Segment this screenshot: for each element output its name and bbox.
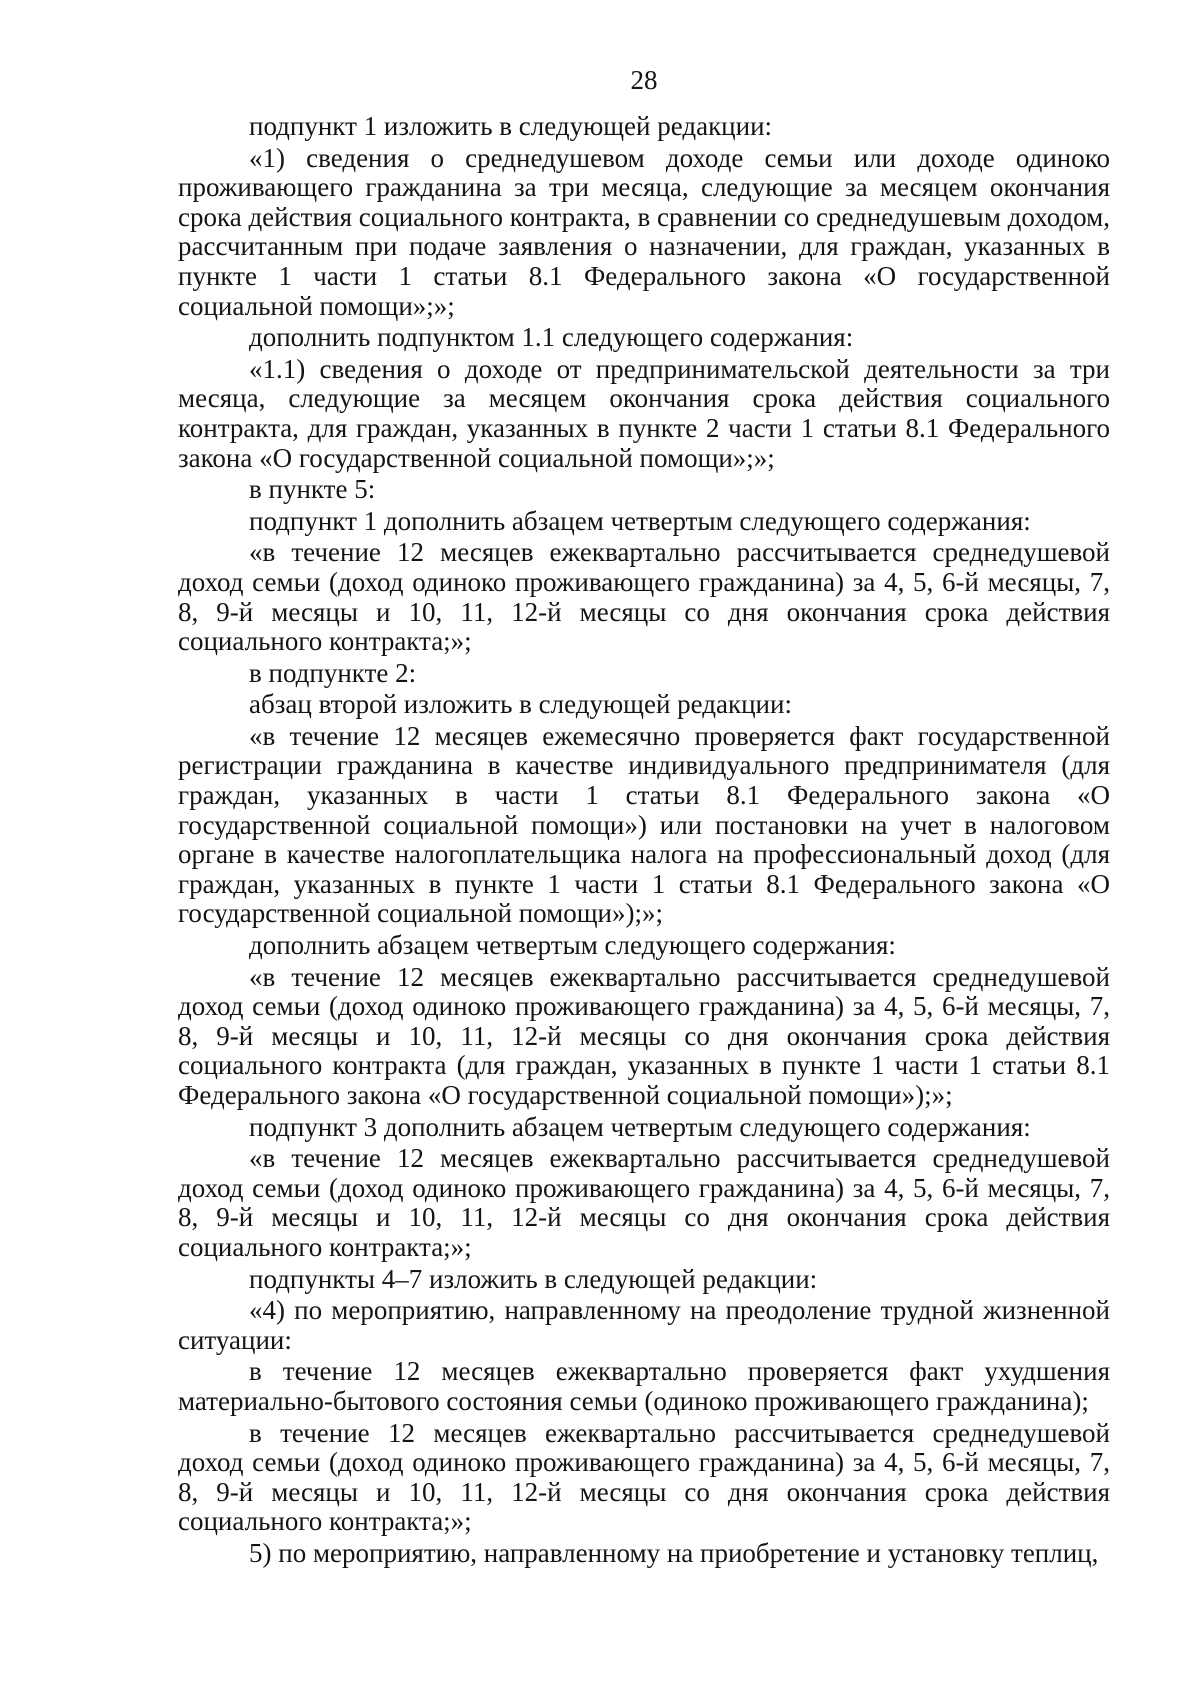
paragraph: подпункт 1 изложить в следующей редакции: — [249, 111, 773, 141]
paragraph: 5) по мероприятию, направленному на приобретение и установку теплиц, — [249, 1537, 1099, 1568]
paragraph: «4) по мероприятию, направленному на преодоление трудной жизненной ситуации: — [178, 1295, 1110, 1355]
paragraph: в подпункте 2: — [249, 657, 417, 688]
paragraph: «в течение 12 месяцев ежеквартально рассчитывается среднедушевой доход семьи (доход одиноко проживающего гражданина) за 4, 5, 6-й месяцы, 7, 8, 9-й месяцы и 10, 11, 12-й месяцы со дня окончания срока действия социального контракта;»; — [178, 1143, 1110, 1262]
paragraph: подпункт 1 дополнить абзацем четвертым следующего содержания: — [249, 505, 1031, 536]
paragraph: «1.1) сведения о доходе от предпринимательской деятельности за три месяца, следующие за месяцем окончания срока действия социального контракта, для граждан, указанных в пункте 2 части 1 статьи 8.1 Федерального закона «О государственной социальной помощи»;»; — [178, 353, 1110, 473]
paragraph: дополнить подпунктом 1.1 следующего содержания: — [249, 322, 854, 353]
page-number: 28 — [630, 65, 658, 95]
paragraph: «1) сведения о среднедушевом доходе семьи или доходе одиноко проживающего гражданина за три месяца, следующие за месяцем окончания срока действия социального контракта, в сравнении со среднедушевым доходом, рассчитанным при подаче заявления о назначении, для граждан, указанных в пункте 1 части 1 статьи 8.1 Федерального закона «О государственной социальной помощи»;»; — [178, 142, 1110, 321]
paragraph: в пункте 5: — [249, 474, 376, 505]
paragraph: «в течение 12 месяцев ежеквартально рассчитывается среднедушевой доход семьи (доход одиноко проживающего гражданина) за 4, 5, 6-й месяцы, 7, 8, 9-й месяцы и 10, 11, 12-й месяцы со дня окончания срока действия социального контракта;»; — [178, 537, 1110, 657]
paragraph: в течение 12 месяцев ежеквартально проверяется факт ухудшения материально-бытового состояния семьи (одиноко проживающего гражданина); — [178, 1356, 1110, 1416]
paragraph: «в течение 12 месяцев ежеквартально рассчитывается среднедушевой доход семьи (доход одиноко проживающего гражданина) за 4, 5, 6-й месяцы, 7, 8, 9-й месяцы и 10, 11, 12-й месяцы со дня окончания срока действия социального контракта (для граждан, указанных в пункте 1 части 1 статьи 8.1 Федерального закона «О государственной социальной помощи»);»; — [178, 961, 1110, 1110]
paragraph: в течение 12 месяцев ежеквартально рассчитывается среднедушевой доход семьи (доход одиноко проживающего гражданина) за 4, 5, 6-й месяцы, 7, 8, 9-й месяцы и 10, 11, 12-й месяцы со дня окончания срока действия социального контракта;»; — [178, 1417, 1110, 1537]
paragraph: подпункты 4–7 изложить в следующей редакции: — [249, 1263, 818, 1294]
document-page — [178, 66, 1110, 1569]
paragraph: дополнить абзацем четвертым следующего содержания: — [249, 930, 896, 961]
paragraph: абзац второй изложить в следующей редакции: — [249, 689, 792, 720]
paragraph: «в течение 12 месяцев ежемесячно проверяется факт государственной регистрации гражданина в качестве индивидуального предпринимателя (для граждан, указанных в части 1 статьи 8.1 Федерального закона «О государственной социальной помощи») или постановки на учет в налоговом органе в качестве налогоплательщика налога на профессиональный доход (для граждан, указанных в пункте 1 части 1 статьи 8.1 Федерального закона «О государственной социальной помощи»);»; — [178, 720, 1110, 929]
paragraph: подпункт 3 дополнить абзацем четвертым следующего содержания: — [249, 1111, 1031, 1142]
